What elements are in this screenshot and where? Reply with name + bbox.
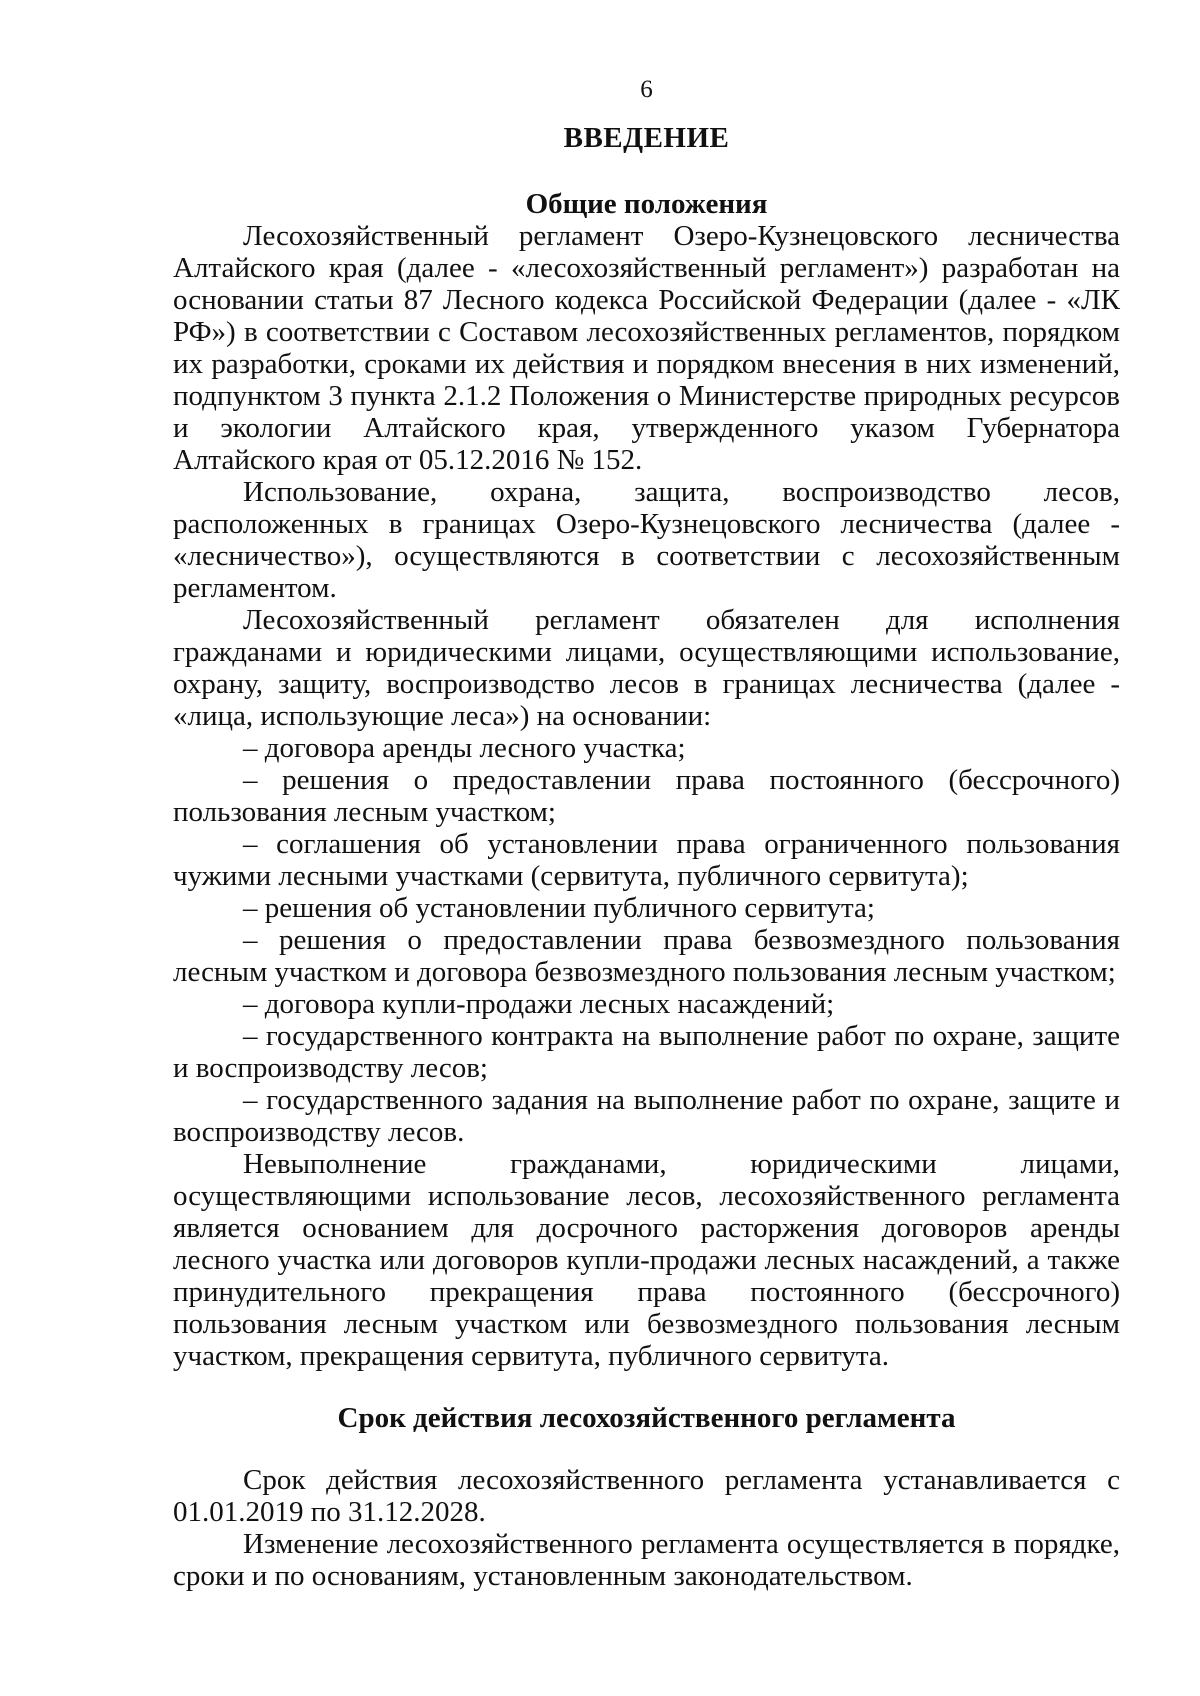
list-item: – решения о предоставлении права безвозмездного пользования лесным участком и договора безвозмездного пользования лесным участком;: [173, 924, 1120, 988]
list-item: – решения об установлении публичного сервитута;: [243, 892, 875, 924]
list-item: – государственного задания на выполнение работ по охране, защите и воспроизводству лесов.: [173, 1084, 1120, 1148]
paragraph-non-compliance: Невыполнение гражданами, юридическими лицами, осуществляющими использование лесов, лесохозяйственного регламента является основанием для досрочного расторжения договоров аренды лесного участка или договоров купли-продажи лесных насаждений, а также принудительного прекращения права постоянного (бессрочного) пользования лесным участком или безвозмездного пользования лесным участком, прекращения сервитута, публичного сервитута.: [173, 1148, 1120, 1372]
list-item: – договора купли-продажи лесных насаждений;: [243, 988, 835, 1020]
paragraph-amendment: Изменение лесохозяйственного регламента осуществляется в порядке, сроки и по основаниям, установленным законодательством.: [173, 1528, 1120, 1592]
list-item: – договора аренды лесного участка;: [243, 732, 686, 764]
paragraph-basis: Лесохозяйственный регламент Озеро-Кузнецовского лесничества Алтайского края (далее - «лесохозяйственный регламент») разработан на основании статьи 87 Лесного кодекса Российской Федерации (далее - «ЛК РФ») в соответствии с Составом лесохозяйственных регламентов, порядком их разработки, сроками их действия и порядком внесения в них изменений, подпунктом 3 пункта 2.1.2 Положения о Министерстве природных ресурсов и экологии Алтайского края, утвержденного указом Губернатора Алтайского края от 05.12.2016 № 152.: [173, 220, 1120, 476]
document-title: ВВЕДЕНИЕ: [563, 122, 730, 154]
list-item: – соглашения об установлении права ограниченного пользования чужими лесными участками (сервитута, публичного сервитута);: [173, 828, 1120, 892]
paragraph-validity-period: Срок действия лесохозяйственного регламента устанавливается с 01.01.2019 по 31.12.2028.: [173, 1464, 1120, 1528]
paragraph-usage: Использование, охрана, защита, воспроизводство лесов, расположенных в границах Озеро-Кузнецовского лесничества (далее - «лесничество»), осуществляются в соответствии с лесохозяйственным регламентом.: [173, 476, 1120, 604]
section-heading-validity: Срок действия лесохозяйственного регламента: [337, 1402, 956, 1434]
section-heading-general: Общие положения: [525, 188, 768, 220]
paragraph-obligation: Лесохозяйственный регламент обязателен для исполнения гражданами и юридическими лицами, осуществляющими использование, охрану, защиту, воспроизводство лесов в границах лесничества (далее - «лица, использующие леса») на основании:: [173, 604, 1120, 732]
page-number: 6: [640, 76, 653, 103]
document-page: [173, 72, 1120, 1592]
list-item: – государственного контракта на выполнение работ по охране, защите и воспроизводству лесов;: [173, 1020, 1120, 1084]
list-item: – решения о предоставлении права постоянного (бессрочного) пользования лесным участком;: [173, 764, 1120, 828]
